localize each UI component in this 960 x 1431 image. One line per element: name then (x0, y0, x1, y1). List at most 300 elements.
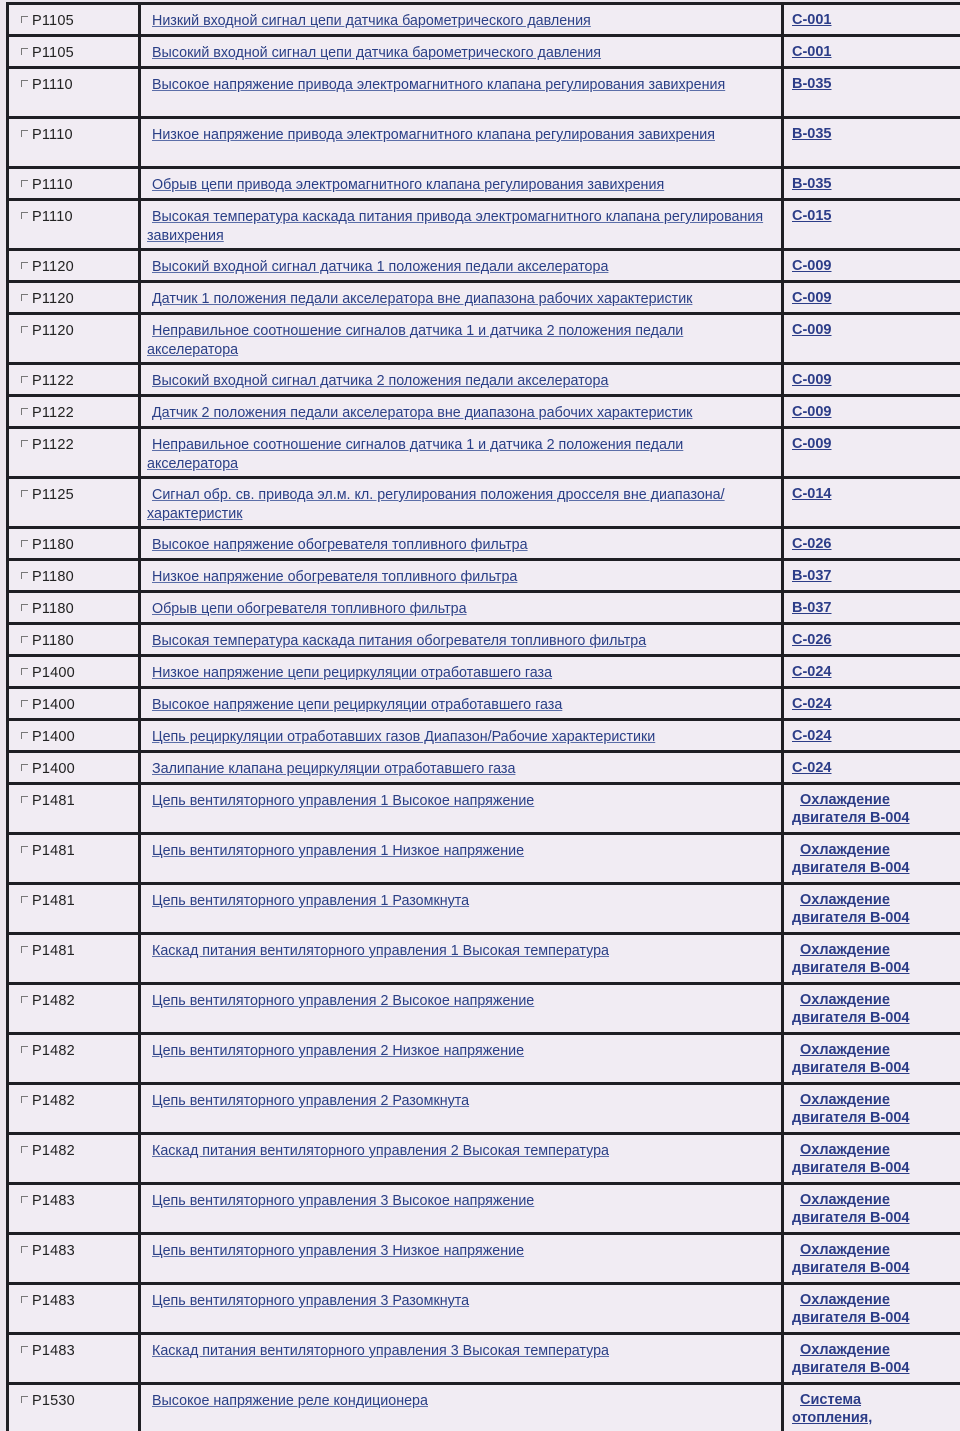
row-marker-icon (21, 764, 28, 771)
description-cell (140, 884, 783, 934)
table-row (8, 624, 960, 656)
reference-line: двигателя В-004 (792, 1160, 910, 1176)
reference-line: С-009 (792, 322, 832, 338)
reference-link[interactable] (792, 1141, 956, 1177)
dtc-code: P1120 (32, 323, 74, 339)
table-row (8, 720, 960, 752)
code-cell (8, 1334, 140, 1384)
dtc-table-body (8, 4, 960, 1431)
dtc-table (6, 2, 960, 1431)
reference-line: Охлаждение (800, 1042, 890, 1058)
table-row (8, 1384, 960, 1431)
description-link[interactable]: Цепь вентиляторного управления 2 Высокое напряжение (152, 993, 535, 1009)
reference-link[interactable] (792, 436, 832, 452)
table-row (8, 282, 960, 314)
table-row (8, 1234, 960, 1284)
reference-cell (783, 1334, 960, 1384)
reference-link[interactable] (792, 76, 832, 92)
dtc-code: P1122 (32, 437, 74, 453)
reference-line: Охлаждение (800, 1242, 890, 1258)
reference-cell (783, 282, 960, 314)
reference-link[interactable] (792, 126, 832, 142)
description-link[interactable]: Высокое напряжение привода электромагнитного клапана регулирования завихрения (152, 77, 726, 93)
code-cell (8, 624, 140, 656)
reference-link[interactable] (792, 696, 832, 712)
dtc-code: P1180 (32, 633, 74, 649)
row-marker-icon (21, 846, 28, 853)
description-link[interactable]: Обрыв цепи обогревателя топливного фильтра (152, 601, 467, 617)
description-cell (140, 1234, 783, 1284)
code-cell (8, 4, 140, 36)
dtc-code: P1180 (32, 601, 74, 617)
description-cell (140, 528, 783, 560)
code-cell (8, 282, 140, 314)
description-cell (140, 1184, 783, 1234)
reference-cell (783, 168, 960, 200)
description-link[interactable]: Неправильное соотношение сигналов датчика 1 и датчика 2 положения педали акселератора (147, 323, 684, 358)
description-cell (140, 200, 783, 250)
dtc-code: P1122 (32, 405, 74, 421)
description-link[interactable]: Цепь вентиляторного управления 2 Низкое напряжение (152, 1043, 525, 1059)
reference-line: В-037 (792, 568, 832, 584)
reference-line: двигателя В-004 (792, 1260, 910, 1276)
description-cell (140, 720, 783, 752)
row-marker-icon (21, 668, 28, 675)
code-cell (8, 168, 140, 200)
description-cell (140, 118, 783, 168)
code-cell (8, 68, 140, 118)
reference-link[interactable] (792, 941, 956, 977)
code-cell (8, 656, 140, 688)
table-row (8, 68, 960, 118)
description-link[interactable]: Цепь вентиляторного управления 2 Разомкнута (152, 1093, 470, 1109)
reference-cell (783, 784, 960, 834)
dtc-code: P1481 (32, 843, 75, 859)
code-cell (8, 478, 140, 528)
table-row (8, 1284, 960, 1334)
reference-line: В-035 (792, 176, 832, 192)
code-cell (8, 1284, 140, 1334)
reference-cell (783, 314, 960, 364)
reference-link[interactable] (792, 322, 832, 338)
reference-link[interactable] (792, 791, 956, 827)
reference-line: двигателя В-004 (792, 1360, 910, 1376)
reference-link[interactable] (792, 258, 832, 274)
description-cell (140, 934, 783, 984)
row-marker-icon (21, 294, 28, 301)
reference-link[interactable] (792, 1291, 956, 1327)
reference-line: Охлаждение (800, 792, 890, 808)
reference-cell (783, 934, 960, 984)
row-marker-icon (21, 180, 28, 187)
row-marker-icon (21, 1096, 28, 1103)
dtc-code: P1180 (32, 569, 74, 585)
reference-line: С-024 (792, 728, 832, 744)
description-link[interactable]: Цепь вентиляторного управления 1 Низкое напряжение (152, 843, 525, 859)
reference-line: Охлаждение (800, 892, 890, 908)
row-marker-icon (21, 1196, 28, 1203)
reference-link[interactable] (792, 290, 832, 306)
row-marker-icon (21, 130, 28, 137)
row-marker-icon (21, 1246, 28, 1253)
reference-cell (783, 688, 960, 720)
description-link[interactable]: Каскад питания вентиляторного управления 1 Высокая температура (152, 943, 610, 959)
row-marker-icon (21, 1396, 28, 1403)
code-cell (8, 984, 140, 1034)
table-row (8, 478, 960, 528)
table-row (8, 1184, 960, 1234)
table-row (8, 168, 960, 200)
reference-line: Охлаждение (800, 842, 890, 858)
description-link[interactable]: Высокое напряжение реле кондиционера (152, 1393, 428, 1409)
reference-link[interactable] (792, 891, 956, 927)
reference-cell (783, 592, 960, 624)
row-marker-icon (21, 896, 28, 903)
description-cell (140, 784, 783, 834)
reference-cell (783, 478, 960, 528)
reference-link[interactable] (792, 12, 832, 28)
reference-line: С-009 (792, 372, 832, 388)
reference-line: двигателя В-004 (792, 1010, 910, 1026)
description-cell (140, 4, 783, 36)
row-marker-icon (21, 1346, 28, 1353)
code-cell (8, 1084, 140, 1134)
description-link[interactable]: Цепь рециркуляции отработавших газов Диапазон/Рабочие характеристики (152, 729, 656, 745)
code-cell (8, 884, 140, 934)
dtc-code: P1400 (32, 665, 75, 681)
row-marker-icon (21, 996, 28, 1003)
reference-line: двигателя В-004 (792, 960, 910, 976)
reference-link[interactable] (792, 664, 832, 680)
description-link[interactable]: Высокий входной сигнал цепи датчика барометрического давления (152, 45, 602, 61)
code-cell (8, 560, 140, 592)
description-link[interactable]: Высокая температура каскада питания привода электромагнитного клапана регулирования завихрения (147, 209, 764, 244)
row-marker-icon (21, 16, 28, 23)
dtc-code: P1105 (32, 45, 74, 61)
code-cell (8, 364, 140, 396)
description-link[interactable]: Цепь вентиляторного управления 3 Высокое напряжение (152, 1193, 535, 1209)
description-cell (140, 1284, 783, 1334)
code-cell (8, 1184, 140, 1234)
dtc-code: P1482 (32, 1143, 75, 1159)
table-row (8, 314, 960, 364)
description-cell (140, 592, 783, 624)
description-link[interactable]: Цепь вентиляторного управления 1 Разомкнута (152, 893, 470, 909)
code-cell (8, 250, 140, 282)
dtc-code: P1120 (32, 259, 74, 275)
description-link[interactable]: Залипание клапана рециркуляции отработавшего газа (152, 761, 516, 777)
code-cell (8, 200, 140, 250)
table-row (8, 200, 960, 250)
description-link[interactable]: Обрыв цепи привода электромагнитного клапана регулирования завихрения (152, 177, 665, 193)
description-cell (140, 1384, 783, 1431)
reference-link[interactable] (792, 728, 832, 744)
table-row (8, 784, 960, 834)
description-cell (140, 656, 783, 688)
reference-link[interactable] (792, 1391, 956, 1427)
dtc-code: P1482 (32, 1043, 75, 1059)
code-cell (8, 688, 140, 720)
reference-cell (783, 752, 960, 784)
description-link[interactable]: Цепь вентиляторного управления 1 Высокое напряжение (152, 793, 535, 809)
dtc-code: P1482 (32, 1093, 75, 1109)
reference-link[interactable] (792, 44, 832, 60)
row-marker-icon (21, 1146, 28, 1153)
code-cell (8, 784, 140, 834)
reference-cell (783, 720, 960, 752)
code-cell (8, 720, 140, 752)
reference-cell (783, 984, 960, 1034)
description-cell (140, 1084, 783, 1134)
table-row (8, 250, 960, 282)
description-link[interactable]: Низкий входной сигнал цепи датчика барометрического давления (152, 13, 591, 29)
table-row (8, 934, 960, 984)
reference-line: двигателя В-004 (792, 860, 910, 876)
row-marker-icon (21, 732, 28, 739)
reference-line: С-024 (792, 664, 832, 680)
description-cell (140, 984, 783, 1034)
code-cell (8, 1034, 140, 1084)
table-row (8, 560, 960, 592)
description-link[interactable]: Цепь вентиляторного управления 3 Разомкнута (152, 1293, 470, 1309)
reference-cell (783, 364, 960, 396)
description-link[interactable]: Цепь вентиляторного управления 3 Низкое напряжение (152, 1243, 525, 1259)
description-link[interactable]: Сигнал обр. св. привода эл.м. кл. регулирования положения дросселя вне диапазона/характеристик (147, 487, 725, 522)
reference-cell (783, 118, 960, 168)
row-marker-icon (21, 572, 28, 579)
reference-line: С-014 (792, 486, 832, 502)
reference-cell (783, 624, 960, 656)
description-cell (140, 1334, 783, 1384)
reference-link[interactable] (792, 632, 832, 648)
reference-line: С-009 (792, 258, 832, 274)
row-marker-icon (21, 80, 28, 87)
reference-line: С-015 (792, 208, 832, 224)
reference-cell (783, 200, 960, 250)
code-cell (8, 36, 140, 68)
code-cell (8, 592, 140, 624)
reference-link[interactable] (792, 991, 956, 1027)
reference-link[interactable] (792, 486, 832, 502)
dtc-code: P1483 (32, 1343, 75, 1359)
row-marker-icon (21, 326, 28, 333)
description-link[interactable]: Высокая температура каскада питания обогревателя топливного фильтра (152, 633, 647, 649)
table-row (8, 752, 960, 784)
description-cell (140, 168, 783, 200)
dtc-code: P1483 (32, 1293, 75, 1309)
reference-line: В-035 (792, 76, 832, 92)
table-row (8, 656, 960, 688)
reference-line: С-009 (792, 404, 832, 420)
description-link[interactable]: Низкое напряжение цепи рециркуляции отработавшего газа (152, 665, 553, 681)
reference-link[interactable] (792, 1041, 956, 1077)
row-marker-icon (21, 796, 28, 803)
description-link[interactable]: Каскад питания вентиляторного управления 3 Высокая температура (152, 1343, 610, 1359)
row-marker-icon (21, 440, 28, 447)
dtc-code: P1481 (32, 943, 75, 959)
code-cell (8, 834, 140, 884)
dtc-code: P1120 (32, 291, 74, 307)
code-cell (8, 396, 140, 428)
reference-line: двигателя В-004 (792, 910, 910, 926)
reference-link[interactable] (792, 1191, 956, 1227)
reference-link[interactable] (792, 760, 832, 776)
table-row (8, 428, 960, 478)
description-cell (140, 624, 783, 656)
dtc-code: P1105 (32, 13, 74, 29)
reference-link[interactable] (792, 208, 832, 224)
reference-line: Охлаждение (800, 1292, 890, 1308)
dtc-code: P1481 (32, 893, 75, 909)
dtc-code: P1400 (32, 761, 75, 777)
description-link[interactable]: Неправильное соотношение сигналов датчика 1 и датчика 2 положения педали акселератора (147, 437, 684, 472)
reference-cell (783, 528, 960, 560)
description-link[interactable]: Высокое напряжение цепи рециркуляции отработавшего газа (152, 697, 563, 713)
reference-link[interactable] (792, 372, 832, 388)
row-marker-icon (21, 408, 28, 415)
description-cell (140, 688, 783, 720)
reference-cell (783, 1384, 960, 1431)
code-cell (8, 934, 140, 984)
dtc-code: P1110 (32, 209, 73, 225)
description-link[interactable]: Низкое напряжение привода электромагнитного клапана регулирования завихрения (152, 127, 715, 143)
row-marker-icon (21, 700, 28, 707)
reference-link[interactable] (792, 568, 832, 584)
reference-line: Охлаждение (800, 942, 890, 958)
row-marker-icon (21, 376, 28, 383)
row-marker-icon (21, 490, 28, 497)
reference-link[interactable] (792, 841, 956, 877)
reference-cell (783, 560, 960, 592)
table-row (8, 984, 960, 1034)
code-cell (8, 1384, 140, 1431)
reference-line: В-037 (792, 600, 832, 616)
description-cell (140, 68, 783, 118)
reference-cell (783, 36, 960, 68)
description-cell (140, 314, 783, 364)
reference-link[interactable] (792, 536, 832, 552)
description-cell (140, 282, 783, 314)
table-row (8, 1334, 960, 1384)
row-marker-icon (21, 1046, 28, 1053)
description-link[interactable]: Высокое напряжение обогревателя топливного фильтра (152, 537, 528, 553)
reference-cell (783, 656, 960, 688)
dtc-code: P1482 (32, 993, 75, 1009)
reference-line: Охлаждение (800, 1142, 890, 1158)
description-cell (140, 560, 783, 592)
reference-cell (783, 1134, 960, 1184)
dtc-code: P1110 (32, 77, 73, 93)
description-cell (140, 1134, 783, 1184)
table-row (8, 688, 960, 720)
reference-line: С-009 (792, 436, 832, 452)
reference-cell (783, 1084, 960, 1134)
reference-line: С-001 (792, 12, 832, 28)
table-row (8, 118, 960, 168)
reference-cell (783, 428, 960, 478)
code-cell (8, 428, 140, 478)
reference-line: двигателя В-004 (792, 1110, 910, 1126)
description-link[interactable]: Каскад питания вентиляторного управления 2 Высокая температура (152, 1143, 610, 1159)
code-cell (8, 1134, 140, 1184)
reference-line: В-035 (792, 126, 832, 142)
dtc-code: P1530 (32, 1393, 75, 1409)
dtc-code: P1110 (32, 127, 73, 143)
table-row (8, 396, 960, 428)
reference-cell (783, 4, 960, 36)
row-marker-icon (21, 946, 28, 953)
reference-cell (783, 1234, 960, 1284)
description-cell (140, 364, 783, 396)
code-cell (8, 1234, 140, 1284)
description-link[interactable]: Высокий входной сигнал датчика 1 положения педали акселератора (152, 259, 609, 275)
row-marker-icon (21, 540, 28, 547)
description-cell (140, 478, 783, 528)
description-link[interactable]: Низкое напряжение обогревателя топливного фильтра (152, 569, 518, 585)
row-marker-icon (21, 636, 28, 643)
table-row (8, 1134, 960, 1184)
dtc-code: P1122 (32, 373, 74, 389)
reference-line: Охлаждение (800, 992, 890, 1008)
row-marker-icon (21, 212, 28, 219)
table-row (8, 364, 960, 396)
table-row (8, 36, 960, 68)
description-link[interactable]: Датчик 1 положения педали акселератора вне диапазона рабочих характеристик (152, 291, 693, 307)
reference-cell (783, 68, 960, 118)
reference-link[interactable] (792, 600, 832, 616)
table-row (8, 592, 960, 624)
reference-line: Система (800, 1392, 862, 1408)
reference-link[interactable] (792, 1091, 956, 1127)
row-marker-icon (21, 48, 28, 55)
dtc-code: P1180 (32, 537, 74, 553)
code-cell (8, 752, 140, 784)
description-cell (140, 250, 783, 282)
table-row (8, 1084, 960, 1134)
reference-line: двигателя В-004 (792, 1060, 910, 1076)
code-cell (8, 314, 140, 364)
description-link[interactable]: Высокий входной сигнал датчика 2 положения педали акселератора (152, 373, 609, 389)
reference-line: С-001 (792, 44, 832, 60)
reference-line: С-026 (792, 632, 832, 648)
table-row (8, 528, 960, 560)
reference-line: Охлаждение (800, 1342, 890, 1358)
table-row (8, 834, 960, 884)
dtc-code: P1400 (32, 697, 75, 713)
code-cell (8, 118, 140, 168)
reference-line: отопления, (792, 1410, 873, 1426)
dtc-code: P1483 (32, 1193, 75, 1209)
row-marker-icon (21, 262, 28, 269)
reference-link[interactable] (792, 1341, 956, 1377)
description-cell (140, 752, 783, 784)
description-cell (140, 36, 783, 68)
reference-link[interactable] (792, 176, 832, 192)
dtc-code: P1400 (32, 729, 75, 745)
reference-line: Охлаждение (800, 1192, 890, 1208)
description-cell (140, 396, 783, 428)
table-row (8, 4, 960, 36)
reference-link[interactable] (792, 404, 832, 420)
reference-link[interactable] (792, 1241, 956, 1277)
reference-line: двигателя В-004 (792, 1310, 910, 1326)
reference-line: двигателя В-004 (792, 810, 910, 826)
row-marker-icon (21, 604, 28, 611)
description-link[interactable]: Датчик 2 положения педали акселератора вне диапазона рабочих характеристик (152, 405, 693, 421)
reference-line: С-009 (792, 290, 832, 306)
code-cell (8, 528, 140, 560)
row-marker-icon (21, 1296, 28, 1303)
